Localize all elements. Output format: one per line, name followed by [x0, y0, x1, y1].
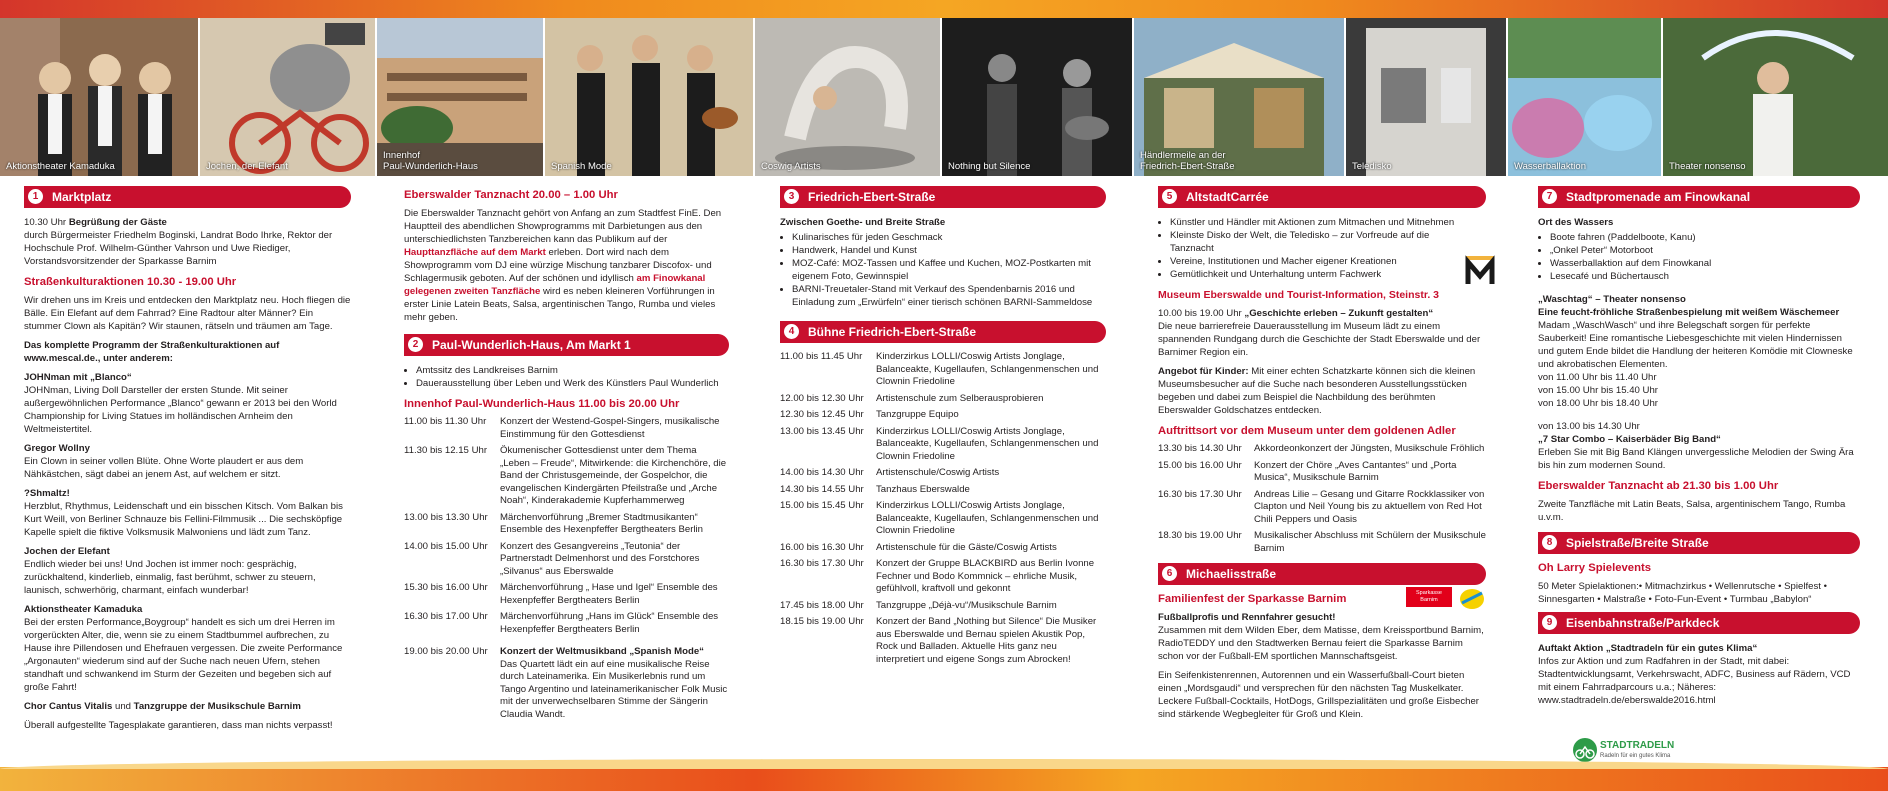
greeting-paragraph: [24, 216, 351, 268]
bottom-decor-bar: [0, 767, 1888, 791]
table-row: 13.00 bis 13.30 Uhr Märchenvorführung „Bremer Stadtmusikanten“ Ensemble des Hexenpfeffer Bergtheaters Berlin: [404, 511, 704, 535]
subheading: Zwischen Goethe- und Breite Straße: [780, 217, 946, 228]
photo-nonsenso: [1663, 18, 1888, 176]
table-row: 15.30 bis 16.00 Uhr Märchenvorführung „ Hase und Igel“ Ensemble des Hexenpfeffer Bergtheaters Berlin: [404, 582, 718, 606]
section-title: Paul-Wunderlich-Haus, Am Markt 1: [432, 338, 631, 352]
teledisko-illustration: [1346, 18, 1506, 176]
column-friedrich-ebert: [780, 186, 1106, 674]
bullet-list: [1158, 216, 1470, 281]
table-row: 16.30 bis 17.30 Uhr Andreas Lilie – Gesang und Gitarre Rockklassiker von Clapton und Neil Young bis zu aktuellem von Red Hot Chili Peppers und Oasis: [1158, 488, 1485, 525]
museum-logo-icon: [1462, 252, 1498, 288]
list-item: • Künstler und Händler mit Aktionen zum Mitmachen und Mitnehmen: [1170, 216, 1470, 229]
table-row: 17.45 bis 18.00 Uhr Tanzgruppe „Déjà-vu“/Musikschule Barnim: [780, 599, 1057, 611]
photo-teledisko: [1346, 18, 1506, 176]
photo-nothing-but-silence: [942, 18, 1132, 176]
bicycle-icon: [1572, 736, 1598, 764]
section-header-marktplatz: [24, 186, 351, 208]
photo-caption: Aktionstheater Kamaduka: [6, 161, 115, 173]
list-item: • Wasserballaktion auf dem Finowkanal: [1550, 257, 1860, 270]
photo-kamaduka: [0, 18, 198, 176]
top-decor-bar: [0, 0, 1888, 18]
section-header-michaelisstrasse: [1158, 563, 1486, 585]
table-row: 11.30 bis 12.15 Uhr Ökumenischer Gottesdienst unter dem Thema „Leben – Freude“, Mitwirkende: die Kirchenchöre, die Band der Christusgemeinde, der Gospelchor, die evangelischen Kindergärten Pfeilstraße und „Arche Noah“, Kinderakademie Kupferhammerweg: [404, 445, 727, 506]
section-number: 8: [1542, 535, 1557, 550]
photo-caption: Händlermeile an der Friedrich-Ebert-Straße: [1140, 150, 1235, 173]
list-item: • Vereine, Institutionen und Macher eigener Kreationen: [1170, 255, 1470, 268]
photo-spanish-mode: [545, 18, 753, 176]
table-row: 13.30 bis 14.30 Uhr Akkordeonkonzert der Jüngsten, Musikschule Fröhlich: [1158, 443, 1485, 454]
bullet-list: [1538, 231, 1860, 283]
elephant-illustration: [200, 18, 375, 176]
photo-caption: Nothing but Silence: [948, 161, 1031, 173]
act-item: Aktionstheater Kamaduka Bei der ersten Performance„Boygroup“ handelt es sich um drei Herren im vorgerückten Alter, die, wenn sie zu einem Stadtbummel aufbrechen, zu Hause ihre Pillendosen und Ehefrauen vergessen. Die zweite Performance „Argonauten“ wiederum sind auf der Suche nach neuen Ufern, stehen standhaft und schwankend im Sturm der Gezeiten und begeben sich auf große Fahrt!: [24, 604, 343, 693]
section-header-altstadtcarree: [1158, 186, 1486, 208]
section-header-paul-wunderlich: [404, 334, 729, 356]
subheading: Ort des Wassers: [1538, 217, 1614, 228]
paragraph: Wir drehen uns im Kreis und entdecken den Marktplatz neu. Hoch fliegen die Bälle. Ein Elefant auf dem Fahrrad? Eine Radtour alter Männer? Ein stummer Clown als Kapitän? Wir staunen, rätseln und träumen am Tage.: [24, 295, 351, 332]
paragraph: 50 Meter Spielaktionen:• Mitmachzirkus • Wellenrutsche • Spielfest • Sinnesgarten • Malstraße • Foto-Fun-Event • Turmbau „Babylon“: [1538, 581, 1827, 605]
section-header-stadtpromenade: [1538, 186, 1860, 208]
table-row: 11.00 bis 11.45 Uhr Kinderzirkus LOLLI/Coswig Artists Jonglage, Balanceakte, Kugellaufen, Schlangenmenschen und Clownin Friedoline: [780, 351, 1099, 387]
table-row: 11.00 bis 11.30 Uhr Konzert der Westend-Gospel-Singers, musikalische Einstimmung für den Gottesdienst: [404, 416, 720, 440]
section-number: 3: [784, 189, 799, 204]
table-row: 15.00 bis 15.45 Uhr Kinderzirkus LOLLI/Coswig Artists Jonglage, Balanceakte, Kugellaufen, Schlangenmenschen und Clownin Friedoline: [780, 500, 1099, 536]
subheading: Eberswalder Tanznacht ab 21.30 bis 1.00 Uhr: [1538, 480, 1779, 492]
photo-caption: Jochen, der Elefant: [206, 161, 288, 173]
logo-title: STADTRADELN: [1600, 740, 1675, 751]
table-row: 16.00 bis 16.30 Uhr Artistenschule für die Gäste/Coswig Artists: [780, 541, 1057, 553]
table-row: 16.30 bis 17.30 Uhr Konzert der Gruppe BLACKBIRD aus Berlin Ivonne Fechner und Bodo Kommnick – ehrliche Musik, gefühlvoll, kraftvoll und gekonnt: [780, 558, 1095, 594]
section-number: 9: [1542, 615, 1557, 630]
waterball-illustration: [1508, 18, 1661, 176]
subheading: Innenhof Paul-Wunderlich-Haus 11.00 bis 20.00 Uhr: [404, 398, 680, 410]
section-number: 6: [1162, 566, 1177, 581]
logo-subtitle: Radeln für ein gutes Klima: [1600, 753, 1671, 759]
paragraph: Überall aufgestellte Tagesplakate garantieren, dass man nichts verpasst!: [24, 720, 333, 731]
table-row: 14.00 bis 14.30 Uhr Artistenschule/Coswig Artists: [780, 467, 1000, 478]
section-title: Marktplatz: [52, 190, 112, 204]
table-row: 14.00 bis 15.00 Uhr Konzert des Gesangvereins „Teutonia“ der Partnerstadt Delmenhorst und des Forstchores „Silvanus“ aus Eberswalde: [404, 540, 700, 577]
section-number: 7: [1542, 189, 1557, 204]
table-row: 12.00 bis 12.30 Uhr Artistenschule zum Selberausprobieren: [780, 392, 1044, 404]
photo-coswig: [755, 18, 940, 176]
subheading: Eberswalder Tanznacht 20.00 – 1.00 Uhr: [404, 189, 618, 201]
paragraph: „Waschtag“ – Theater nonsenso Eine feucht-fröhliche Straßenbespielung mit weißem Wäschemeer Madam „WaschWasch“ und ihre Belegschaft sorgen für perfekte Sauberkeit! Eine romantische Liebesgeschichte mit vielen Hindernissen und gutem Ende bildet die Handlung der heiteren Komödie mit Clowneske und akrobatischen Elementen. von 11.00 Uhr bis 11.40 Uhr von 15.00 Uhr bis 15.40 Uhr von 18.00 Uhr bis 18.40 Uhr: [1538, 294, 1853, 409]
list-item: • BARNI-Treuetaler-Stand mit Verkauf des Spendenbarnis 2016 und Einladung zum „Erwürfeln“ einer tierisch schönen BARNI-Sammeldose: [792, 283, 1106, 309]
list-item: • „Onkel Peter“ Motorboot: [1550, 244, 1860, 257]
paragraph: Ein Seifenkistenrennen, Autorennen und ein Wasserfußball-Court bieten einen „Mordsgaudi“ und versprechen für den nächsten Tag Muskelkater. Leckere Fußball-Cocktails, HotDogs, Grillspezialitäten und große Eisbecher sind stärkende Wegbegleiter für Groß und Klein.: [1158, 670, 1479, 720]
column-altstadtcarree: [1158, 186, 1486, 727]
performers-illustration: [0, 18, 198, 176]
greeting-text: durch Bürgermeister Friedhelm Boginski, Landrat Bodo Ihrke, Rektor der Hochschule Prof. Wilhelm-Günther Vahrson und Uwe Riediger, Vorstandsvorsitzender der Sparkasse Barnim: [24, 230, 333, 267]
photo-caption: Theater nonsenso: [1669, 161, 1746, 173]
photo-caption: Innenhof Paul-Wunderlich-Haus: [383, 150, 478, 173]
section-title: Eisenbahnstraße/Parkdeck: [1566, 616, 1720, 630]
column-stadtpromenade: [1538, 186, 1860, 713]
photo-caption: Coswig Artists: [761, 161, 821, 173]
schedule-table: [1158, 443, 1486, 559]
section-title: Michaelisstraße: [1186, 567, 1277, 581]
greeting-title: Begrüßung der Gäste: [68, 217, 167, 228]
radio-logo-icon: [1458, 585, 1486, 611]
photo-innenhof: [377, 18, 543, 176]
section-title: AltstadtCarrée: [1186, 190, 1269, 204]
schedule-table: [780, 351, 1106, 670]
table-row: 18.15 bis 19.00 Uhr Konzert der Band „Nothing but Silence“ Die Musiker aus Eberswalde und Bernau spielen Akustik Pop, Rock und Balladen. Aktuelle Hits ganz neu interpretiert und eigene Songs zum Abrocken!: [780, 616, 1097, 665]
photo-haendlermeile: [1134, 18, 1344, 176]
photo-wasserball: [1508, 18, 1661, 176]
act-item: Jochen der Elefant Endlich wieder bei uns! Und Jochen ist immer noch: gesprächig, zurückhaltend, kinderlieb, einmalig, fast berühmt, schwer zu steuern, launisch, schwerhörig, charmant, einfach wunderbar!: [24, 546, 316, 596]
subheading: Auftrittsort vor dem Museum unter dem goldenen Adler: [1158, 425, 1456, 437]
photo-caption: Wasserballaktion: [1514, 161, 1586, 173]
list-item: • Amtssitz des Landkreises Barnim: [416, 364, 729, 377]
table-row: 18.30 bis 19.00 Uhr Musikalischer Abschluss mit Schülern der Musikschule Barnim: [1158, 530, 1486, 554]
paragraph: Auftakt Aktion „Stadtradeln für ein gutes Klima“ Infos zur Aktion und zum Radfahren in der Stadt, mit dabei: Stadtentwicklungsamt, Verkehrswacht, ADFC, Business auf Rädern, VCD mit einem Fahrradparcours u.a.; Näheres: www.stadtradeln.de/eberswalde2016.html: [1538, 643, 1851, 706]
list-item: • Handwerk, Handel und Kunst: [792, 244, 1106, 257]
paragraph: 10.00 bis 19.00 Uhr „Geschichte erleben – Zukunft gestalten“ Die neue barrierefreie Dauerausstellung im Museum lädt zu einem spannenden Rundgang durch die Geschichte der Stadt Eberswalde und der Barnimer Region ein.: [1158, 308, 1481, 358]
column-tanznacht: [404, 186, 729, 729]
list-item: • Kulinarisches für jeden Geschmack: [792, 231, 1106, 244]
act-item: Chor Cantus Vitalis und Tanzgruppe der Musikschule Barnim: [24, 701, 301, 712]
section-header-spielstrasse: [1538, 532, 1860, 554]
table-row: 13.00 bis 13.45 Uhr Kinderzirkus LOLLI/Coswig Artists Jonglage, Balanceakte, Kugellaufen, Schlangenmenschen und Clownin Friedoline: [780, 425, 1099, 462]
subheading: Straßenkulturaktionen 10.30 - 19.00 Uhr: [24, 276, 237, 288]
paragraph: Zweite Tanzfläche mit Latin Beats, Salsa, argentinischem Tango, Rumba u.v.m.: [1538, 499, 1846, 523]
table-row: 15.00 bis 16.00 Uhr Konzert der Chöre „Aves Cantantes“ und „Porta Musica“, Musikschule Barnim: [1158, 459, 1457, 483]
act-item: ?Shmaltz! Herzblut, Rhythmus, Leidenschaft und ein bisschen Kitsch. Vom Balkan bis Kurt Weill, von Berliner Schnauze bis Fellini-Filmmusik ... Die sechsköpfige Kapelle spielt die fiktive Volksmusik Malwoniens und lädt zum Tanz.: [24, 488, 343, 538]
section-number: 1: [28, 189, 43, 204]
bullet-list: [780, 231, 1106, 309]
section-title: Spielstraße/Breite Straße: [1566, 536, 1709, 550]
photo-caption: Teledisko: [1352, 161, 1392, 173]
paragraph: Die Eberswalder Tanznacht gehört von Anfang an zum Stadtfest FinE. Den Hauptteil des abendlichen Showprogramms mit Darbietungen aus den unterschiedlichsten Tanzbereichen kann das Publikum auf der Haupttanzfläche auf dem Markt erleben. Dort wird nach dem Showprogramm vom DJ eine würzige Mischung tanzbarer Discofox- und Schlagermusik geboten. Auf der schönen und idyllisch am Finowkanal gelegenen zweiten Tanzfläche wird es neben kleineren Vorführungen in erster Linie Latein Beats, Salsa, argentinischen Tango, Rumba und vieles mehr geben.: [404, 208, 722, 323]
theater-illustration: [1663, 18, 1888, 176]
table-row: 16.30 bis 17.00 Uhr Märchenvorführung „Hans im Glück“ Ensemble des Hexenpfeffer Bergtheaters Berlin: [404, 611, 719, 635]
band-illustration: [545, 18, 753, 176]
act-item: JOHNman mit „Blanco“ JOHNman, Living Doll Darsteller der ersten Stunde. Mit seiner außergewöhnlichen Performance „Blanco“ gewann er 2013 bei den World Championship for Living Statues im holländischen Arnheim den Weltmeistertitel.: [24, 372, 337, 435]
bullet-list: [404, 364, 729, 390]
table-row: 19.00 bis 20.00 Uhr Konzert der Weltmusikband „Spanish Mode“ Das Quartett lädt ein auf eine musikalische Reise durch Lateinamerika. Ein Musikerlebnis rund um Tango Argentino und lateinamerikanischer Folk Music mit der unverwechselbaren Stimme der Sängerin Claudia Wandt.: [404, 646, 728, 720]
sparkasse-logo: Sparkasse Barnim: [1406, 587, 1452, 607]
section-header-buehne: [780, 321, 1106, 343]
photo-caption: Spanish Mode: [551, 161, 612, 173]
photo-elefant: [200, 18, 375, 176]
schedule-table: [404, 416, 729, 725]
artist-illustration: [755, 18, 940, 176]
photo-strip: [0, 18, 1888, 176]
section-title: Bühne Friedrich-Ebert-Straße: [808, 325, 977, 339]
column-marktplatz: [24, 186, 351, 738]
section-header-friedrich-ebert: [780, 186, 1106, 208]
section-title: Stadtpromenade am Finowkanal: [1566, 190, 1751, 204]
concert-illustration: [942, 18, 1132, 176]
section-header-eisenbahnstrasse: [1538, 612, 1860, 634]
paragraph: Angebot für Kinder: Mit einer echten Schatzkarte können sich die kleinen Museumsbesucher auf die Suche nach besonderen Ausstellungsstücken begeben und dabei zum Beispiel die Nachbildung des berühmten Eberswalder Goldschatzes entdecken.: [1158, 366, 1476, 416]
subheading: Museum Eberswalde und Tourist-Information, Steinstr. 3: [1158, 289, 1440, 301]
list-item: • Kleinste Disko der Welt, die Teledisko – zur Vorfreude auf die Tanznacht: [1170, 229, 1470, 255]
list-item: • Lesecafé und Büchertausch: [1550, 270, 1860, 283]
section-number: 4: [784, 324, 799, 339]
section-number: 2: [408, 337, 423, 352]
list-item: • Boote fahren (Paddelboote, Kanu): [1550, 231, 1860, 244]
table-row: 12.30 bis 12.45 Uhr Tanzgruppe Equipo: [780, 409, 959, 420]
paragraph: Fußballprofis und Rennfahrer gesucht! Zusammen mit dem Wilden Eber, dem Matisse, dem Kreissportbund Barnim, RadioTEDDY und den Stadtwerken Bernau feiert die Sparkasse Barnim schon vor der Fußball-EM sportlichen Mannschaftsgeist.: [1158, 612, 1484, 662]
subheading: Oh Larry Spielevents: [1538, 562, 1652, 574]
list-item: • Dauerausstellung über Leben und Werk des Künstlers Paul Wunderlich: [416, 377, 729, 390]
list-item: • Gemütlichkeit und Unterhaltung unterm Fachwerk: [1170, 268, 1470, 281]
list-item: • MOZ-Café: MOZ-Tassen und Kaffee und Kuchen, MOZ-Postkarten mit eigenem Foto, Gewinnspiel: [792, 257, 1106, 283]
section-number: 5: [1162, 189, 1177, 204]
subheading: Familienfest der Sparkasse Barnim: [1158, 593, 1347, 605]
act-item: Gregor Wollny Ein Clown in seiner vollen Blüte. Ohne Worte plaudert er aus dem Nähkästchen, sägt dabei an jenem Ast, auf welchem er sitzt.: [24, 443, 304, 480]
paragraph: Das komplette Programm der Straßenkulturaktionen auf www.mescal.de., unter anderem:: [24, 340, 280, 364]
table-row: 14.30 bis 14.55 Uhr Tanzhaus Eberswalde: [780, 483, 970, 495]
paragraph: von 13.00 bis 14.30 Uhr „7 Star Combo – Kaiserbäder Big Band“ Erleben Sie mit Big Band Klängen unvergessliche Melodien der Swing Ära bis hin zum modernen Sound.: [1538, 421, 1854, 471]
section-title: Friedrich-Ebert-Straße: [808, 190, 936, 204]
time-text: 10.30 Uhr: [24, 217, 69, 228]
